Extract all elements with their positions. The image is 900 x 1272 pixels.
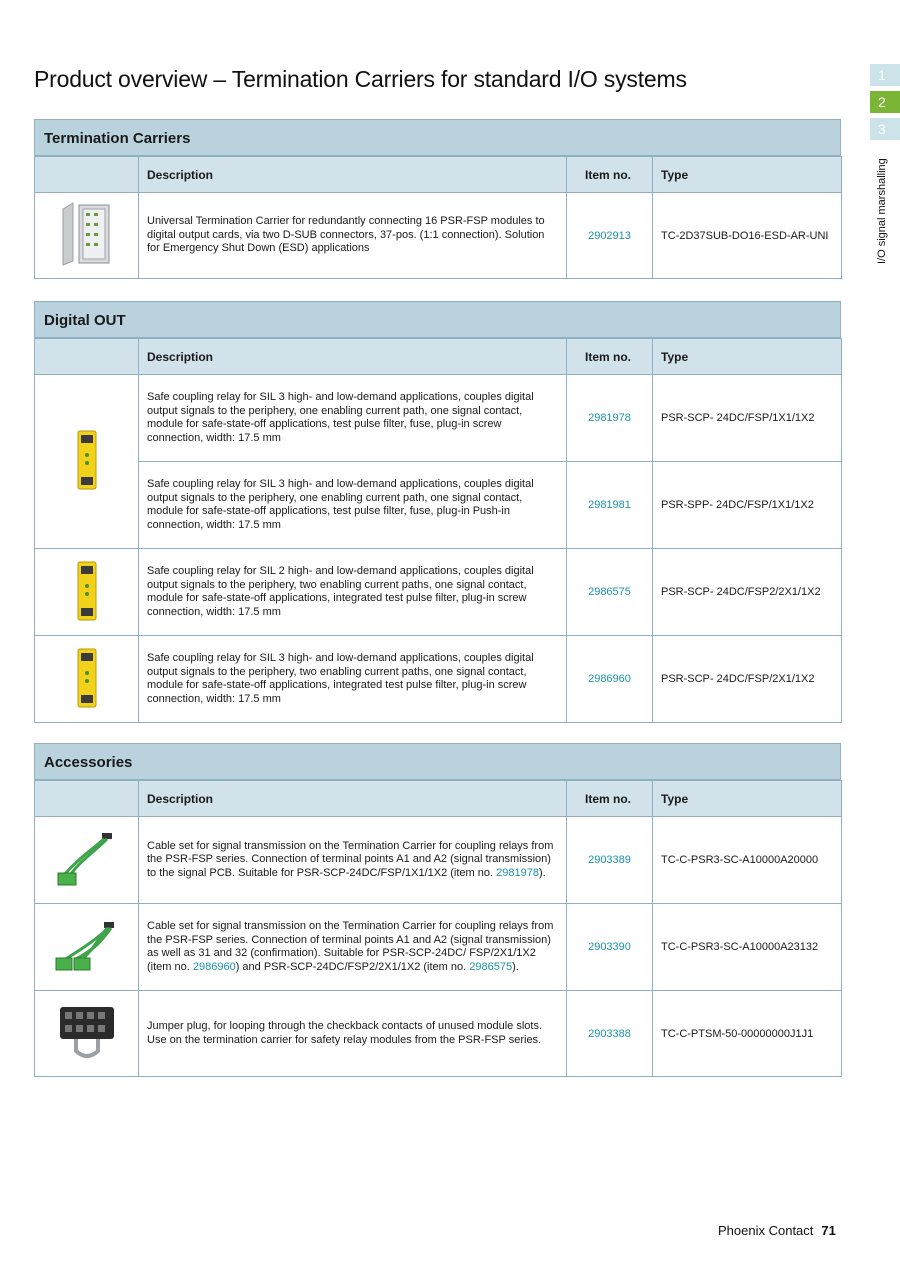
item-number-link[interactable]: 2986960 [567,636,653,723]
chapter-tab-3[interactable]: 3 [870,118,900,140]
product-table [34,156,842,279]
product-description: Safe coupling relay for SIL 3 high- and low-demand applications, couples digital output signals to the periphery, one enabling current path, one signal contact, module for safe-state-off applications, test pulse filter, fuse, plug-in screw connection, width: 17.5 mm [139,375,567,462]
table-header-row [35,339,842,375]
product-description: Cable set for signal transmission on the Termination Carrier for coupling relays from the PSR-FSP series. Connection of terminal points A1 and A2 (signal transmission) as well as 31 and 32 (confirmation). Suitable for PSR-SCP-24DC/ FSP/2X1/1X2 (item no. 2986960) and PSR-SCP-24DC/FSP2/2X1/1X2 (item no. 2986575). [139,904,567,991]
col-type: Type [653,781,842,817]
section-digital-out [34,301,841,723]
item-number-link[interactable]: 2903390 [567,904,653,991]
product-image [35,817,139,904]
product-description: Safe coupling relay for SIL 3 high- and low-demand applications, couples digital output signals to the periphery, one enabling current path, one signal contact, module for safe-state-off applications, test pulse filter, fuse, plug-in Push-in connection, width: 17.5 mm [139,462,567,549]
col-item-no: Item no. [567,781,653,817]
chapter-label: I/O signal marshalling [876,158,888,264]
col-description: Description [139,157,567,193]
safety-relay-icon [72,558,102,624]
product-image [35,193,139,279]
table-row [35,549,842,636]
section-title: Termination Carriers [34,119,841,156]
item-number-link[interactable]: 2903388 [567,991,653,1077]
product-description: Safe coupling relay for SIL 2 high- and low-demand applications, couples digital output signals to the periphery, two enabling current paths, one signal contact, module for safe-state-off applications, integrated test pulse filter, plug-in screw connection, width: 17.5 mm [139,549,567,636]
table-row [35,462,842,549]
jumper-plug-icon [52,999,122,1065]
col-description: Description [139,781,567,817]
section-termination-carriers [34,119,841,279]
cable-set-icon [52,829,122,889]
col-item-no: Item no. [567,339,653,375]
col-type: Type [653,339,842,375]
table-row [35,991,842,1077]
page-footer [718,1223,836,1238]
table-row [35,817,842,904]
chapter-tabs [870,64,900,145]
col-item-no: Item no. [567,157,653,193]
cable-set-icon [52,916,122,976]
table-row [35,193,842,279]
product-description: Cable set for signal transmission on the Termination Carrier for coupling relays from the PSR-FSP series. Connection of terminal points A1 and A2 (signal transmission) to the signal PCB. Suitable for PSR-SCP-24DC/FSP/1X1/1X2 (item no. 2981978). [139,817,567,904]
product-description: Jumper plug, for looping through the checkback contacts of unused module slots. Use on the termination carrier for safety relay modules from the PSR-FSP series. [139,991,567,1077]
safety-relay-icon [72,645,102,711]
item-number-link[interactable]: 2981981 [567,462,653,549]
page-number: 71 [821,1223,836,1238]
product-type: TC-C-PSR3-SC-A10000A23132 [653,904,842,991]
product-image [35,375,139,549]
termination-carrier-icon [59,201,115,267]
table-row [35,375,842,462]
product-image [35,636,139,723]
product-type: PSR-SCP- 24DC/FSP/1X1/1X2 [653,375,842,462]
table-row [35,904,842,991]
section-accessories [34,743,841,1077]
item-number-link[interactable]: 2903389 [567,817,653,904]
table-header-row [35,781,842,817]
section-title: Digital OUT [34,301,841,338]
item-number-link[interactable]: 2981978 [567,375,653,462]
chapter-tab-1[interactable]: 1 [870,64,900,86]
product-table [34,338,842,723]
product-image [35,549,139,636]
page-title: Product overview – Termination Carriers for standard I/O systems [34,66,687,92]
item-reference-link[interactable]: 2981978 [496,866,539,879]
item-reference-link[interactable]: 2986960 [192,960,236,973]
chapter-tab-2[interactable]: 2 [870,91,900,113]
product-table [34,780,842,1077]
product-type: PSR-SPP- 24DC/FSP/1X1/1X2 [653,462,842,549]
item-reference-link[interactable]: 2986575 [469,960,513,973]
product-image [35,991,139,1077]
table-row [35,636,842,723]
footer-brand: Phoenix Contact [718,1223,814,1238]
col-description: Description [139,339,567,375]
product-type: PSR-SCP- 24DC/FSP/2X1/1X2 [653,636,842,723]
product-type: TC-C-PSR3-SC-A10000A20000 [653,817,842,904]
col-type: Type [653,157,842,193]
product-type: TC-2D37SUB-DO16-ESD-AR-UNI [653,193,842,279]
section-title: Accessories [34,743,841,780]
item-number-link[interactable]: 2986575 [567,549,653,636]
product-type: PSR-SCP- 24DC/FSP2/2X1/1X2 [653,549,842,636]
product-description: Universal Termination Carrier for redundantly connecting 16 PSR-FSP modules to digital output cards, via two D-SUB connectors, 37-pos. (1:1 connection). Solution for Emergency Shut Down (ESD) applications [139,193,567,279]
safety-relay-icon [72,427,102,493]
product-type: TC-C-PTSM-50-00000000J1J1 [653,991,842,1077]
table-header-row [35,157,842,193]
item-number-link[interactable]: 2902913 [567,193,653,279]
product-description: Safe coupling relay for SIL 3 high- and low-demand applications, couples digital output signals to the periphery, two enabling current paths, one signal contact, module for safe-state-off applications, integrated test pulse filter, plug-in screw connection, width: 17.5 mm [139,636,567,723]
product-image [35,904,139,991]
